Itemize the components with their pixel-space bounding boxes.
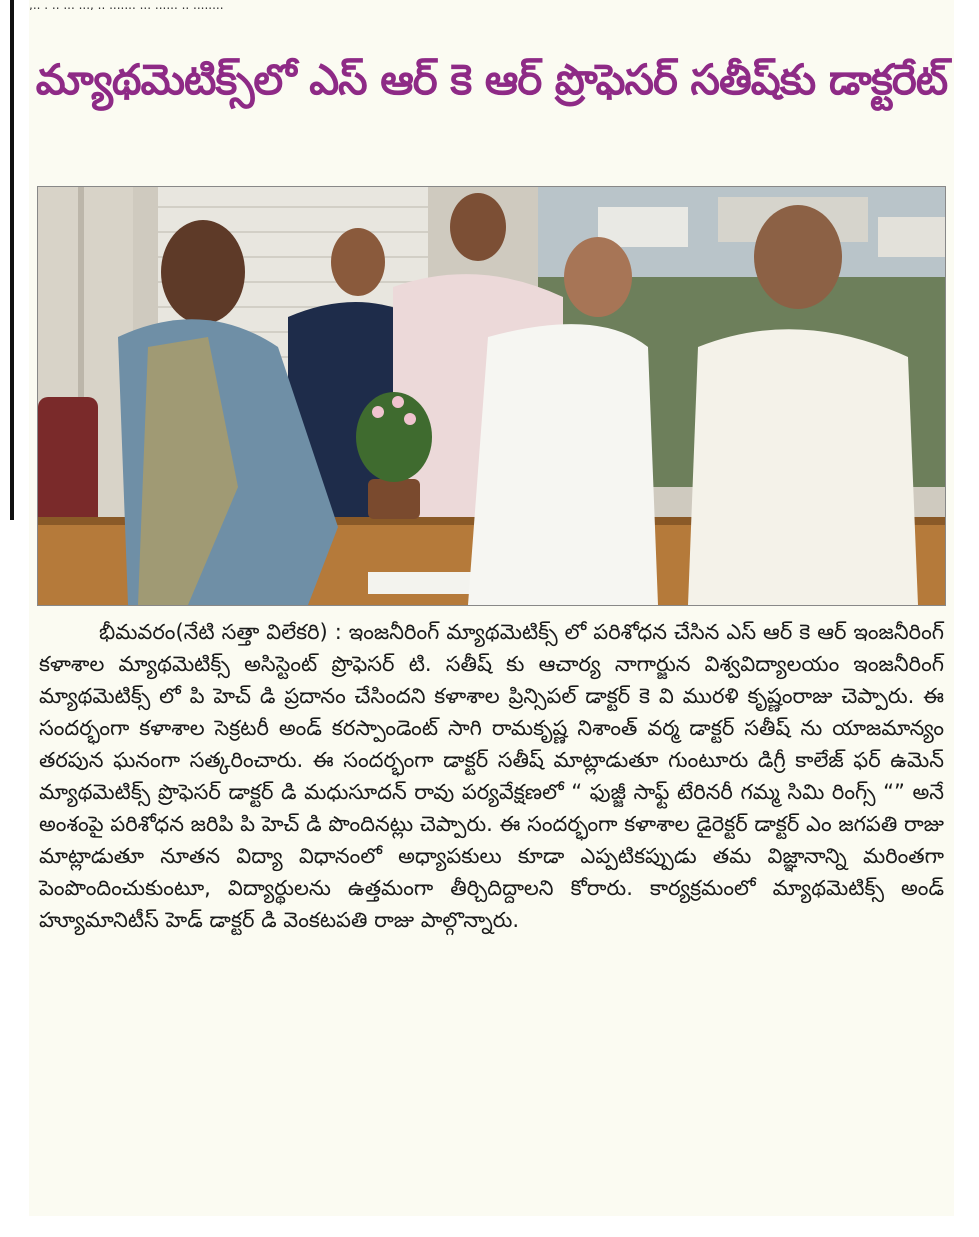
article-body	[39, 616, 944, 936]
cut-off-text-line: ,.. . .. ... ..., .. ....... ... ...... .. ........	[29, 0, 224, 10]
headline: మ్యాథమెటిక్స్‌లో ఎస్ ఆర్ కె ఆర్ ప్రొఫెసర్ సతీష్‌కు డాక్టరేట్	[35, 55, 948, 104]
news-photo	[37, 186, 946, 606]
newspaper-clipping	[29, 0, 954, 1216]
column-rule	[10, 0, 14, 520]
body-paragraph: భీమవరం(నేటి సత్తా విలేకరి) : ఇంజనీరింగ్ మ్యాథమెటిక్స్ లో పరిశోధన చేసిన ఎస్ ఆర్ కె ఆర్ ఇంజనీరింగ్ కళాశాల మ్యాథమెటిక్స్ అసిస్టెంట్ ప్రొఫెసర్ టి. సతీష్ కు ఆచార్య నాగార్జున విశ్వవిద్యాలయం ఇంజనీరింగ్ మ్యాథమెటిక్స్ లో పి హెచ్ డి ప్రదానం చేసిందని కళాశాల ప్రిన్సిపల్ డాక్టర్ కె వి మురళి కృష్ణంరాజు చెప్పారు. ఈ సందర్భంగా కళాశాల సెక్రటరీ అండ్ కరస్పాండెంట్ సాగి రామకృష్ణ నిశాంత్ వర్మ డాక్టర్ సతీష్ ను యాజమాన్యం తరపున ఘనంగా సత్కరించారు. ఈ సందర్భంగా డాక్టర్ సతీష్ మాట్లాడుతూ గుంటూరు డిగ్రీ కాలేజ్ ఫర్ ఉమెన్ మ్యాథమెటిక్స్ ప్రొఫెసర్ డాక్టర్ డి మధుసూదన్ రావు పర్యవేక్షణలో “ ఫుజ్జీ సాఫ్ట్ టేరినరీ గమ్మ సిమి రింగ్స్ “” అనే అంశంపై పరిశోధన జరిపి పి హెచ్ డి పొందినట్లు చెప్పారు. ఈ సందర్భంగా కళాశాల డైరెక్టర్ డాక్టర్ ఎం జగపతి రాజు మాట్లాడుతూ నూతన విద్యా విధానంలో అధ్యాపకులు కూడా ఎప్పటికప్పుడు తమ విజ్ఞానాన్ని మరింతగా పెంపొందించుకుంటూ, విద్యార్థులను ఉత్తమంగా తీర్చిదిద్దాలని కోరారు. కార్యక్రమంలో మ్యాథమెటిక్స్ అండ్ హ్యూమానిటీస్ హెడ్ డాక్టర్ డి వెంకటపతి రాజు పాల్గొన్నారు.	[39, 620, 944, 932]
